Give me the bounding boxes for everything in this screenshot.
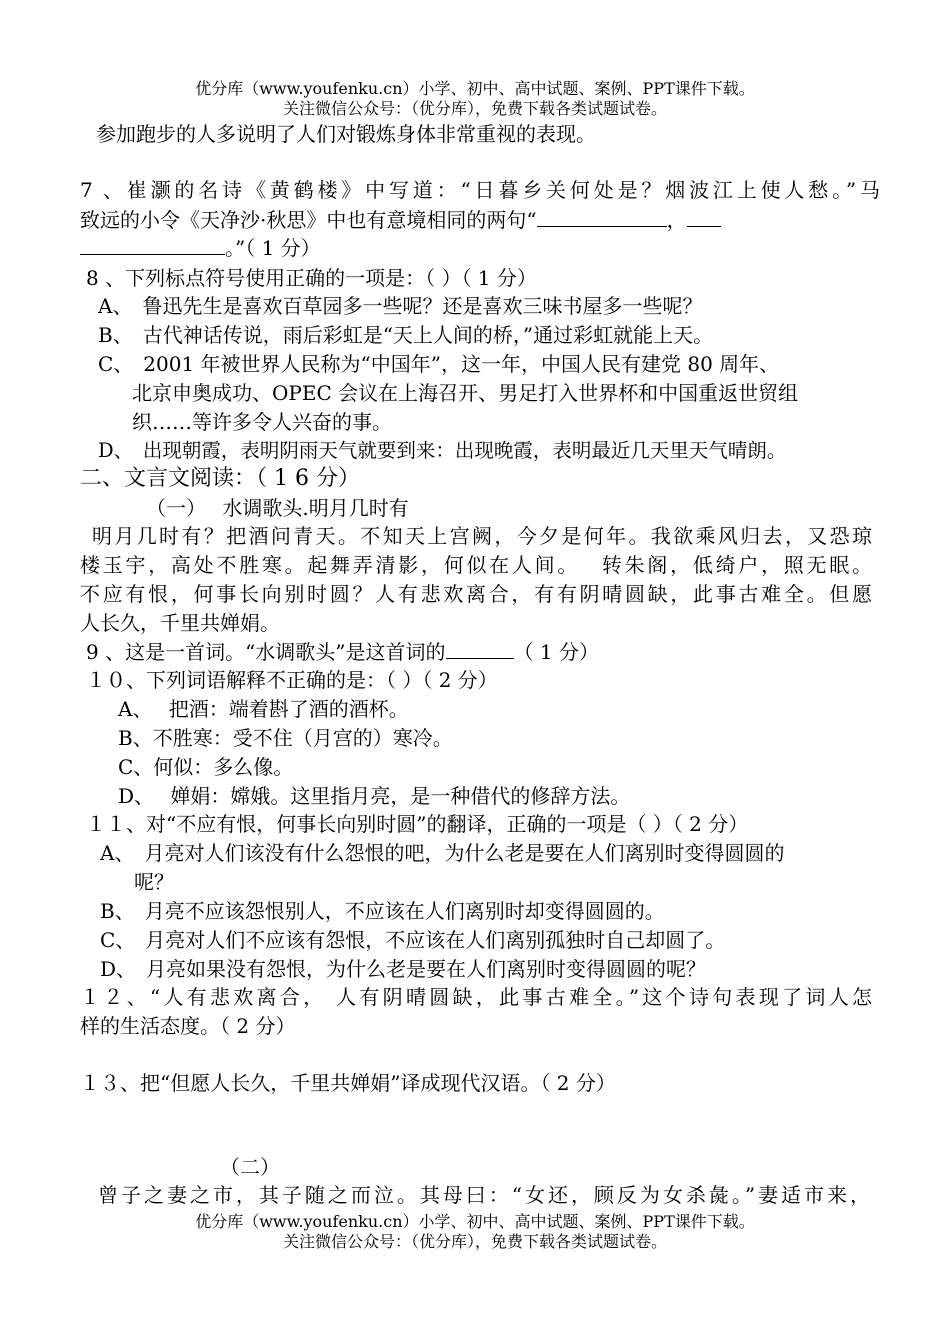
page-header-line-2: 关注微信公众号：（优分库），免费下载各类试题试卷。 xyxy=(282,99,667,118)
poem-line: 人长久，千里共婵娟。 xyxy=(80,611,280,635)
q8-option-c-cont: 北京申奥成功、OPEC 会议在上海召开、男足打入世界杯和中国重返世贸组 xyxy=(132,381,799,405)
q7-comma: ， xyxy=(666,208,687,232)
q10-stem: １０、下列词语解释不正确的是：（ ）（ 2 分） xyxy=(86,668,498,692)
q7-text: 。”（ 1 分） xyxy=(225,236,321,260)
q9 xyxy=(86,638,886,666)
page-footer-line-1: 优分库（www.youfenku.cn）小学、初中、高中试题、案例、PPT课件下载。 xyxy=(195,1212,755,1231)
q8-option-c-cont: 织……等许多令人兴奋的事。 xyxy=(132,410,392,434)
q10-option-c: C、何似：多么像。 xyxy=(118,755,294,779)
page-footer-line-2: 关注微信公众号：（优分库），免费下载各类试题试卷。 xyxy=(282,1232,667,1251)
q11-option-a-cont: 呢？ xyxy=(134,870,174,894)
q7-line-1: 7 、崔灏的名诗《黄鹤楼》中写道：“日暮乡关何处是？烟波江上使人愁。”马 xyxy=(80,178,880,202)
section-title: 二、文言文阅读：（ 1 6 分） xyxy=(80,466,360,491)
q13: １３、把“但愿人长久，千里共婵娟”译成现代汉语。（ 2 分） xyxy=(80,1071,616,1095)
answer-blank[interactable] xyxy=(537,206,667,227)
q7-line-3 xyxy=(80,234,880,262)
q10-option-b: B、不胜寒：受不住（月宫的）寒冷。 xyxy=(118,726,453,750)
q11-option-d: D、 月亮如果没有怨恨，为什么老是要在人们离别时变得圆圆的呢？ xyxy=(100,957,707,981)
subsection-title: （二） xyxy=(220,1155,280,1179)
answer-blank[interactable] xyxy=(687,206,721,227)
q12-line-2: 样的生活态度。（ 2 分） xyxy=(80,1014,296,1038)
text-line: 参加跑步的人多说明了人们对锻炼身体非常重视的表现。 xyxy=(96,122,596,146)
poem-line: 明月几时有？把酒问青天。不知天上宫阙，今夕是何年。我欲乘风归去，又恐琼 xyxy=(92,524,872,548)
subsection-title: （一） 水调歌头.明月几时有 xyxy=(146,496,409,520)
page-header-line-1: 优分库（www.youfenku.cn）小学、初中、高中试题、案例、PPT课件下载。 xyxy=(195,79,755,98)
q12-line-1: １２、“人有悲欢离合， 人有阴晴圆缺，此事古难全。”这个诗句表现了词人怎 xyxy=(80,985,872,1009)
q10-option-a: A、 把酒：端着斟了酒的酒杯。 xyxy=(118,697,409,721)
q11-stem: １１、对“不应有恨，何事长向别时圆”的翻译，正确的一项是（ ）（ 2 分） xyxy=(86,812,749,836)
q8-option-a: A、 鲁迅先生是喜欢百草园多一些呢？还是喜欢三味书屋多一些呢？ xyxy=(98,294,703,318)
answer-blank[interactable] xyxy=(446,638,514,659)
poem-line: 不应有恨，何事长向别时圆？人有悲欢离合，有有阴晴圆缺，此事古难全。但愿 xyxy=(80,582,872,606)
q8-option-b: B、 古代神话传说，雨后彩虹是“天上人间的桥，”通过彩虹就能上天。 xyxy=(98,323,714,347)
poem-line: 楼玉宇，高处不胜寒。起舞弄清影，何似在人间。 转朱阁，低绮户，照无眠。 xyxy=(80,553,872,577)
q8-option-c: C、 2001 年被世界人民称为“中国年”，这一年，中国人民有建党 80 周年、 xyxy=(98,352,780,376)
q8-stem: 8 、下列标点符号使用正确的一项是：（ ）（ 1 分） xyxy=(86,266,537,290)
q7-text: 致远的小令《天净沙·秋思》中也有意境相同的两句“ xyxy=(80,208,537,232)
text-line: 曾子之妻之市，其子随之而泣。其母曰：“女还，顾反为女杀彘。”妻适市来， xyxy=(98,1183,870,1207)
q11-option-a: A、 月亮对人们该没有什么怨恨的吧，为什么老是要在人们离别时变得圆圆的 xyxy=(100,841,785,865)
q11-option-b: B、 月亮不应该怨恨别人，不应该在人们离别时却变得圆圆的。 xyxy=(100,899,665,923)
q7-line-2 xyxy=(80,206,880,234)
q9-text: （ 1 分） xyxy=(513,640,599,664)
answer-blank[interactable] xyxy=(80,234,225,255)
q9-text: 9 、这是一首词。“水调歌头”是这首词的 xyxy=(86,640,446,664)
q11-option-c: C、 月亮对人们不应该有怨恨，不应该在人们离别孤独时自己却圆了。 xyxy=(100,928,726,952)
q8-option-d: D、 出现朝霞，表明阴雨天气就要到来：出现晚霞，表明最近几天里天气晴朗。 xyxy=(98,439,787,462)
q10-option-d: D、 婵娟：嫦娥。这里指月亮，是一种借代的修辞方法。 xyxy=(118,784,631,808)
